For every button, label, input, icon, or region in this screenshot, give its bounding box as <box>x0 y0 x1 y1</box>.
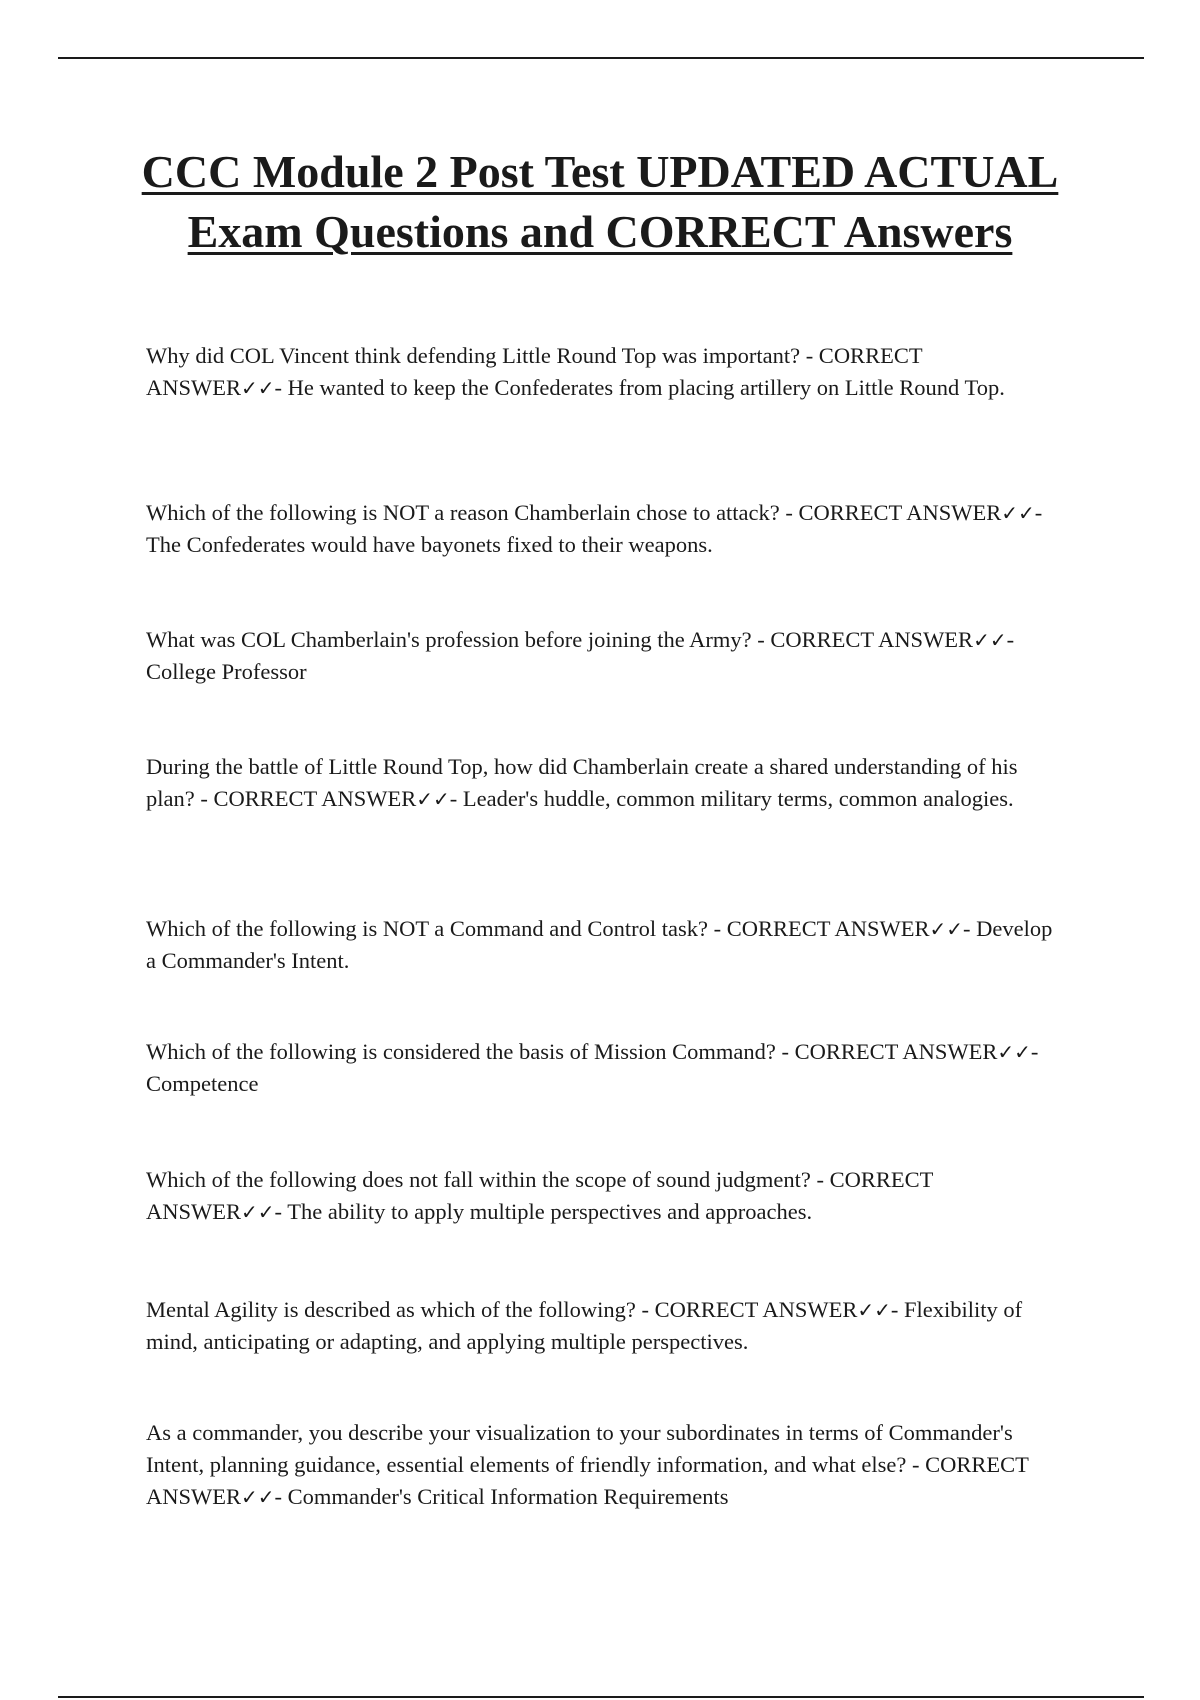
qa-item <box>146 340 1058 404</box>
check-marks-icon: ✓✓ <box>973 628 1007 652</box>
question-text: Mental Agility is described as which of the following? <box>146 1297 636 1322</box>
check-marks-icon: ✓✓ <box>997 1040 1031 1064</box>
answer-text: Competence <box>146 1071 259 1096</box>
answer-separator: - <box>890 1297 905 1322</box>
answer-separator: - <box>449 786 463 811</box>
answer-separator: - <box>274 1484 288 1509</box>
answer-separator: - <box>274 1199 288 1224</box>
answer-marker: - CORRECT ANSWER <box>779 500 1002 525</box>
question-text: Which of the following is NOT a reason Chamberlain chose to attack? <box>146 500 780 525</box>
check-marks-icon: ✓✓ <box>857 1298 891 1322</box>
answer-text: The Confederates would have bayonets fixed to their weapons. <box>146 532 713 557</box>
check-marks-icon: ✓✓ <box>241 376 275 400</box>
answer-marker: - CORRECT ANSWER <box>194 786 417 811</box>
answer-text: He wanted to keep the Confederates from placing artillery on Little Round Top. <box>287 375 1005 400</box>
answer-marker: - CORRECT ANSWER <box>146 1452 1029 1509</box>
answer-text: Develop a Commander's Intent. <box>146 916 1053 973</box>
answer-separator: - <box>274 375 288 400</box>
answer-text: Leader's huddle, common military terms, common analogies. <box>462 786 1014 811</box>
check-marks-icon: ✓✓ <box>1001 501 1035 525</box>
check-marks-icon: ✓✓ <box>929 917 963 941</box>
check-marks-icon: ✓✓ <box>241 1485 275 1509</box>
qa-item <box>146 624 1058 688</box>
answer-marker: - CORRECT ANSWER <box>635 1297 858 1322</box>
question-text: Which of the following is NOT a Command and Control task? <box>146 916 708 941</box>
qa-item <box>146 1164 1058 1228</box>
answer-text: The ability to apply multiple perspectives and approaches. <box>287 1199 813 1224</box>
question-text: During the battle of Little Round Top, how did Chamberlain create a shared understanding of his plan? <box>146 754 1018 811</box>
answer-separator: - <box>963 916 977 941</box>
bottom-rule <box>58 1696 1144 1698</box>
answer-text: Commander's Critical Information Requirements <box>287 1484 729 1509</box>
question-text: As a commander, you describe your visualization to your subordinates in terms of Commander's Intent, planning guidance, essential elements of friendly information, and what else? <box>146 1420 1013 1477</box>
qa-item <box>146 1417 1058 1513</box>
answer-separator: - <box>1030 1039 1039 1064</box>
question-text: Which of the following does not fall within the scope of sound judgment? <box>146 1167 811 1192</box>
answer-marker: - CORRECT ANSWER <box>146 343 923 400</box>
answer-text: College Professor <box>146 659 307 684</box>
top-rule <box>58 57 1144 59</box>
check-marks-icon: ✓✓ <box>241 1200 275 1224</box>
question-text: Which of the following is considered the basis of Mission Command? <box>146 1039 776 1064</box>
check-marks-icon: ✓✓ <box>416 787 450 811</box>
answer-marker: - CORRECT ANSWER <box>751 627 974 652</box>
document-title: CCC Module 2 Post Test UPDATED ACTUAL Exam Questions and CORRECT Answers <box>141 146 1059 257</box>
qa-item <box>146 751 1058 815</box>
qa-item <box>146 913 1058 977</box>
answer-marker: - CORRECT ANSWER <box>775 1039 998 1064</box>
answer-separator: - <box>1034 500 1043 525</box>
answer-marker: - CORRECT ANSWER <box>708 916 930 941</box>
qa-item <box>146 1294 1058 1358</box>
answer-text: Flexibility of mind, anticipating or adapting, and applying multiple perspectives. <box>146 1297 1023 1354</box>
answer-separator: - <box>1006 627 1015 652</box>
question-text: What was COL Chamberlain's profession before joining the Army? <box>146 627 752 652</box>
qa-item <box>146 497 1058 561</box>
qa-item <box>146 1036 1058 1100</box>
answer-marker: - CORRECT ANSWER <box>146 1167 933 1224</box>
question-text: Why did COL Vincent think defending Little Round Top was important? <box>146 343 801 368</box>
